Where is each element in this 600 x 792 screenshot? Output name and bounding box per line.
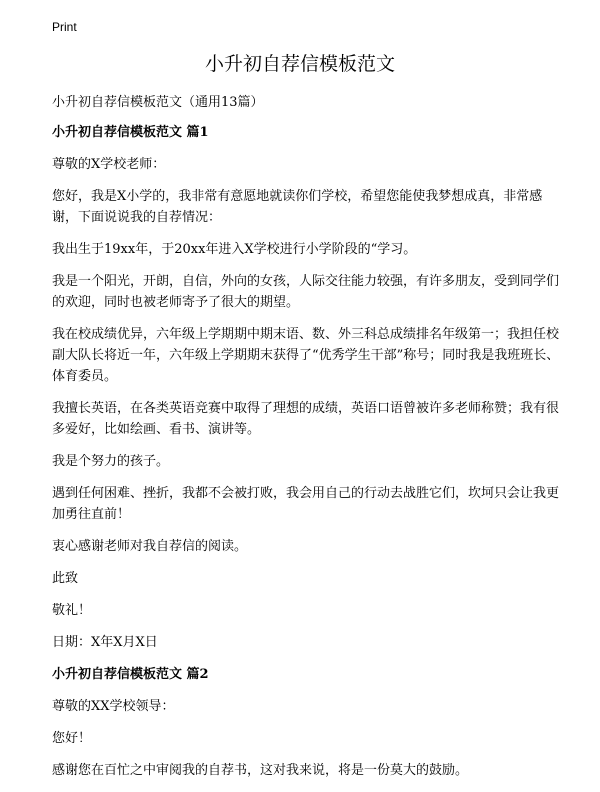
paragraph: 衷心感谢老师对我自荐信的阅读。: [52, 539, 248, 554]
section-heading-1: 小升初自荐信模板范文 篇1: [52, 125, 209, 140]
document-body: [52, 92, 562, 792]
paragraph: 您好！: [52, 731, 92, 746]
paragraph: 您好，我是X小学的，我非常有意愿地就读你们学校，希望您能使我梦想成真，非常感谢，下面说说我的自荐情况：: [52, 189, 543, 225]
date-line: 日期：X年X月X日: [52, 635, 158, 650]
paragraph: 我出生于19xx年，于20xx年进入X学校进行小学阶段的“学习。: [52, 242, 417, 257]
print-link[interactable]: Print: [52, 20, 77, 34]
paragraph: 尊敬的XX学校领导：: [52, 699, 175, 714]
paragraph: 尊敬的X学校老师：: [52, 157, 166, 172]
closing-salute: 敬礼！: [52, 603, 92, 618]
document-subtitle: 小升初自荐信模板范文（通用13篇）: [52, 95, 264, 110]
paragraph: 我擅长英语，在各类英语竞赛中取得了理想的成绩，英语口语曾被许多老师称赞；我有很多爱好，比如绘画、看书、演讲等。: [52, 401, 560, 437]
closing-line: 此致: [52, 571, 79, 586]
paragraph: 我是个努力的孩子。: [52, 454, 170, 469]
paragraph: 我在校成绩优异，六年级上学期期中期末语、数、外三科总成绩排名年级第一；我担任校副大队长将近一年，六年级上学期期末获得了“优秀学生干部”称号；同时我是我班班长、体育委员。: [52, 327, 560, 384]
paragraph: 感谢您在百忙之中审阅我的自荐书，这对我来说，将是一份莫大的鼓励。: [52, 763, 469, 778]
section-heading-2: 小升初自荐信模板范文 篇2: [52, 667, 209, 682]
document-title: 小升初自荐信模板范文: [204, 53, 395, 75]
paragraph: 我是一个阳光，开朗，自信，外向的女孩，人际交往能力较强，有许多朋友，受到同学们的欢迎，同时也被老师寄予了很大的期望。: [52, 274, 560, 310]
paragraph: 遇到任何困难、挫折，我都不会被打败，我会用自己的行动去战胜它们，坎坷只会让我更加勇往直前！: [52, 486, 560, 522]
